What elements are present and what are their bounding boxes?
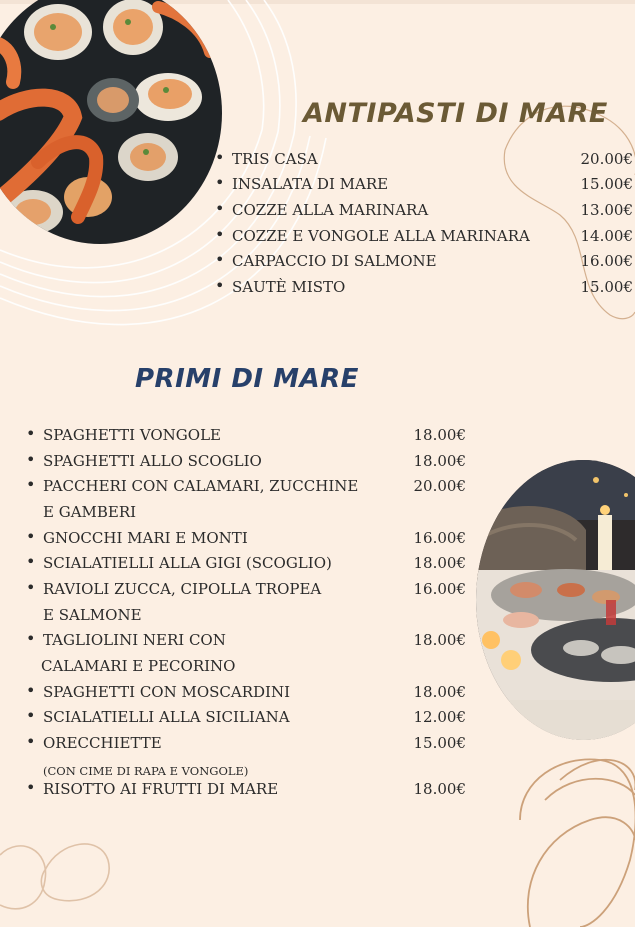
dish-price: 18.00€ (413, 452, 466, 470)
dish-name: PACCHERI CON CALAMARI, ZUCCHINE (43, 477, 359, 495)
dish-name: SAUTÈ MISTO (232, 278, 346, 296)
dish-price: 18.00€ (413, 780, 466, 798)
dish-price: 20.00€ (413, 477, 466, 495)
dish-name: INSALATA DI MARE (232, 175, 389, 193)
dish-price: 15.00€ (413, 734, 466, 752)
primi-list (26, 426, 466, 806)
dish-name-continuation: E GAMBERI (43, 503, 137, 521)
bullet-icon: • (26, 681, 36, 700)
seafood-platter-photo (0, 0, 225, 244)
bullet-icon: • (26, 552, 36, 571)
dish-name: COZZE E VONGOLE ALLA MARINARA (232, 227, 530, 245)
dish-price: 18.00€ (413, 631, 466, 649)
dish-price: 18.00€ (413, 683, 466, 701)
antipasti-title: ANTIPASTI DI MARE (303, 98, 608, 129)
dish-name: RISOTTO AI FRUTTI DI MARE (43, 780, 279, 798)
bullet-icon: • (215, 225, 225, 244)
bullet-icon: • (26, 778, 36, 797)
bullet-icon: • (26, 706, 36, 725)
dish-name: RAVIOLI ZUCCA, CIPOLLA TROPEA (43, 580, 322, 598)
dish-price: 20.00€ (580, 150, 633, 168)
dish-note: (CON CIME DI RAPA E VONGOLE) (43, 764, 249, 778)
dish-name-continuation: CALAMARI E PECORINO (41, 657, 236, 675)
dish-name: GNOCCHI MARI E MONTI (43, 529, 248, 547)
bullet-icon: • (26, 732, 36, 751)
bullet-icon: • (215, 173, 225, 192)
primi-title: PRIMI DI MARE (135, 364, 359, 394)
dish-name: ORECCHIETTE (43, 734, 162, 752)
bullet-icon: • (215, 148, 225, 167)
dish-name: CARPACCIO DI SALMONE (232, 252, 437, 270)
bullet-icon: • (26, 578, 36, 597)
dish-price: 14.00€ (580, 227, 633, 245)
dish-price: 12.00€ (413, 708, 466, 726)
bullet-icon: • (215, 250, 225, 269)
dish-price: 16.00€ (580, 252, 633, 270)
bullet-icon: • (26, 629, 36, 648)
dish-name: SPAGHETTI CON MOSCARDINI (43, 683, 291, 701)
bullet-icon: • (215, 276, 225, 295)
dish-price: 18.00€ (413, 426, 466, 444)
dish-price: 15.00€ (580, 278, 633, 296)
dish-name: SPAGHETTI VONGOLE (43, 426, 222, 444)
dish-price: 16.00€ (413, 580, 466, 598)
bullet-icon: • (26, 450, 36, 469)
dish-name: SCIALATIELLI ALLA GIGI (SCOGLIO) (43, 554, 332, 572)
bullet-icon: • (26, 527, 36, 546)
bullet-icon: • (26, 475, 36, 494)
dish-price: 15.00€ (580, 175, 633, 193)
bullet-icon: • (26, 424, 36, 443)
dish-name-continuation: E SALMONE (43, 606, 142, 624)
dish-price: 16.00€ (413, 529, 466, 547)
dish-name: TAGLIOLINI NERI CON (43, 631, 226, 649)
dish-price: 13.00€ (580, 201, 633, 219)
dish-price: 18.00€ (413, 554, 466, 572)
candlelit-dining-photo (476, 460, 635, 740)
dish-name: TRIS CASA (232, 150, 318, 168)
dish-name: SPAGHETTI ALLO SCOGLIO (43, 452, 262, 470)
dish-name: SCIALATIELLI ALLA SICILIANA (43, 708, 290, 726)
dish-name: COZZE ALLA MARINARA (232, 201, 429, 219)
antipasti-list (215, 150, 635, 300)
bullet-icon: • (215, 199, 225, 218)
